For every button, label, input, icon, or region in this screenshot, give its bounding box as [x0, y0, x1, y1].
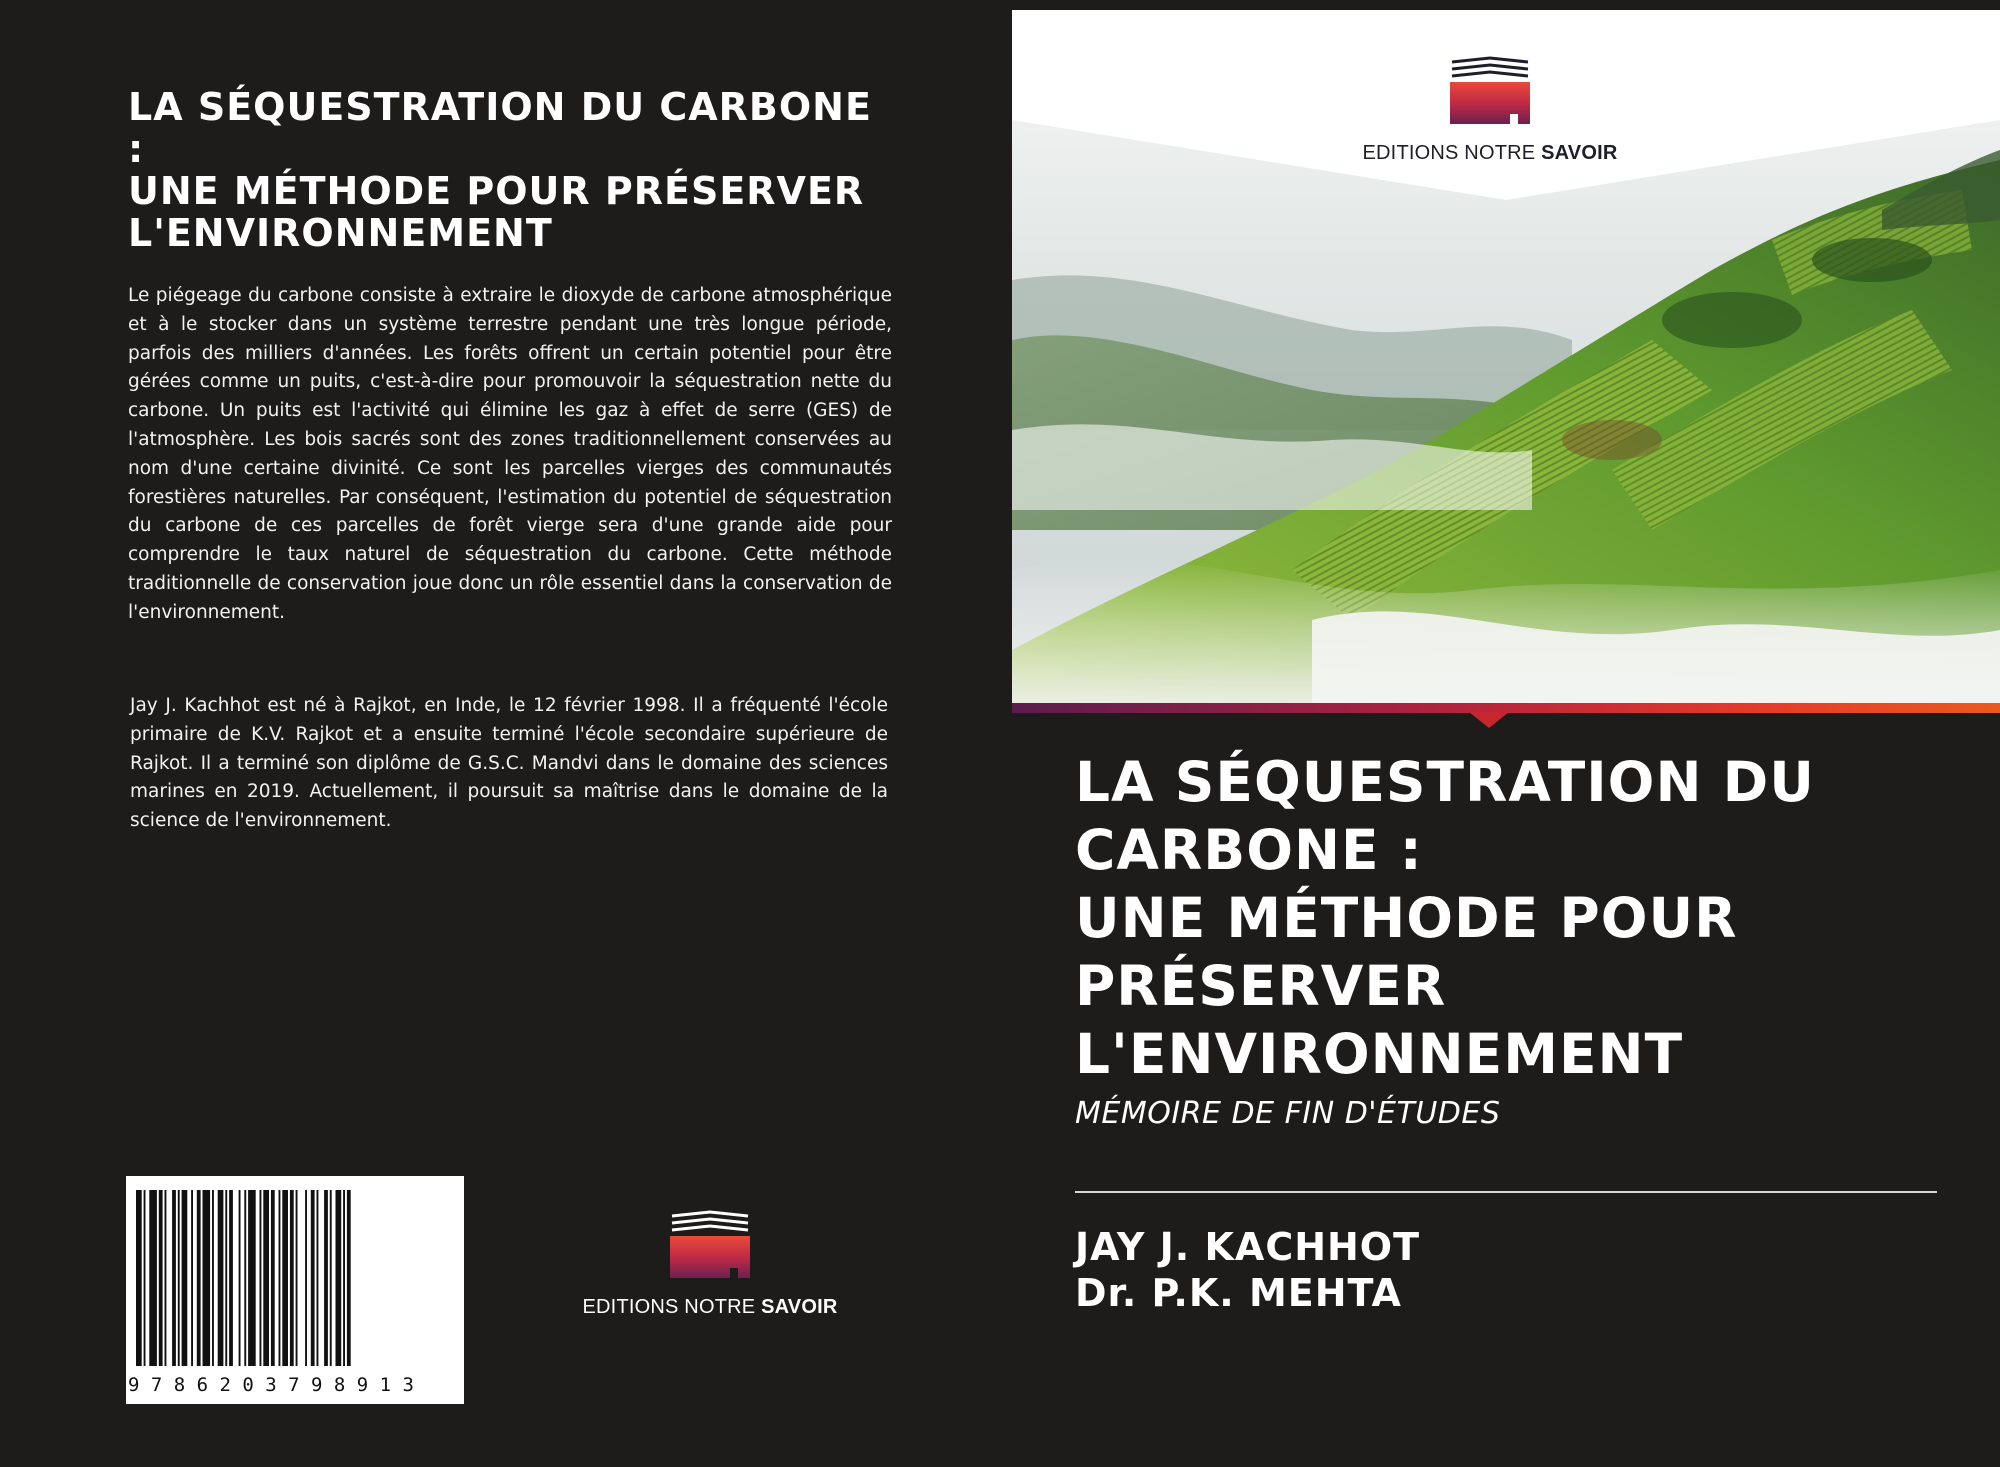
- front-title-line: L'ENVIRONNEMENT: [1075, 1022, 1684, 1086]
- isbn-digits: 9 7 8 6 2 0 3 7 9 8 9 1 3: [128, 1374, 414, 1396]
- back-cover-title: [128, 86, 908, 254]
- front-cover-title: [1075, 748, 1955, 1088]
- back-title-line: LA SÉQUESTRATION DU CARBONE: [128, 85, 872, 129]
- publisher-name: EDITIONS NOTRE SAVOIR: [1362, 142, 1618, 164]
- publisher-logo-back: [560, 1210, 860, 1319]
- author-name: JAY J. KACHHOT: [1075, 1225, 1421, 1269]
- author-names: [1075, 1224, 1420, 1316]
- isbn-barcode: [126, 1176, 464, 1404]
- front-title-line: UNE MÉTHODE POUR: [1075, 886, 1738, 950]
- barcode-bars-icon: [126, 1176, 464, 1404]
- back-title-line: UNE MÉTHODE POUR PRÉSERVER: [128, 169, 865, 213]
- book-stack-logo-icon: [664, 1210, 756, 1286]
- author-name: Dr. P.K. MEHTA: [1075, 1271, 1402, 1315]
- publisher-logo-front: [1340, 56, 1640, 165]
- book-description: Le piégeage du carbone consiste à extraire le dioxyde de carbone atmosphérique et à le stocker dans un système terrestre pendant une très longue période, parfois des milliers d'années. Les forêts offrent un certain potentiel pour être gérées comme un puits, c'est-à-dire pour promouvoir la séquestration nette du carbone. Un puits est l'activité qui élimine les gaz à effet de serre (GES) de l'atmosphère. Les bois sacrés sont des zones traditionnellement conservées au nom d'une certaine divinité. Ce sont les parcelles vierges des communautés forestières naturelles. Par conséquent, l'estimation du potentiel de séquestration du carbone de ces parcelles de forêt vierge sera d'une grande aide pour comprendre le taux naturel de séquestration du carbone. Cette méthode traditionnelle de conservation joue donc un rôle essentiel dans la conservation de l'environnement.: [128, 285, 892, 623]
- front-title-line: CARBONE :: [1075, 818, 1423, 882]
- divider-line: [1075, 1191, 1937, 1193]
- author-biography: Jay J. Kachhot est né à Rajkot, en Inde, le 12 février 1998. Il a fréquenté l'école primaire de K.V. Rajkot et a ensuite terminé l'école secondaire supérieure de Rajkot. Il a terminé son diplôme de G.S.C. Mandvi dans le domaine des sciences marines en 2019. Actuellement, il poursuit sa maîtrise dans le domaine de la science de l'environnement.: [130, 695, 888, 832]
- back-title-line: L'ENVIRONNEMENT: [128, 211, 553, 255]
- front-title-line: LA SÉQUESTRATION DU: [1075, 750, 1815, 814]
- cover-subtitle: MÉMOIRE DE FIN D'ÉTUDES: [1075, 1096, 1501, 1131]
- front-title-line: PRÉSERVER: [1075, 954, 1447, 1018]
- back-title-line: :: [128, 127, 145, 171]
- accent-arrow-icon: [1469, 712, 1509, 728]
- publisher-name: EDITIONS NOTRE SAVOIR: [582, 1296, 838, 1318]
- book-stack-logo-icon: [1444, 56, 1536, 132]
